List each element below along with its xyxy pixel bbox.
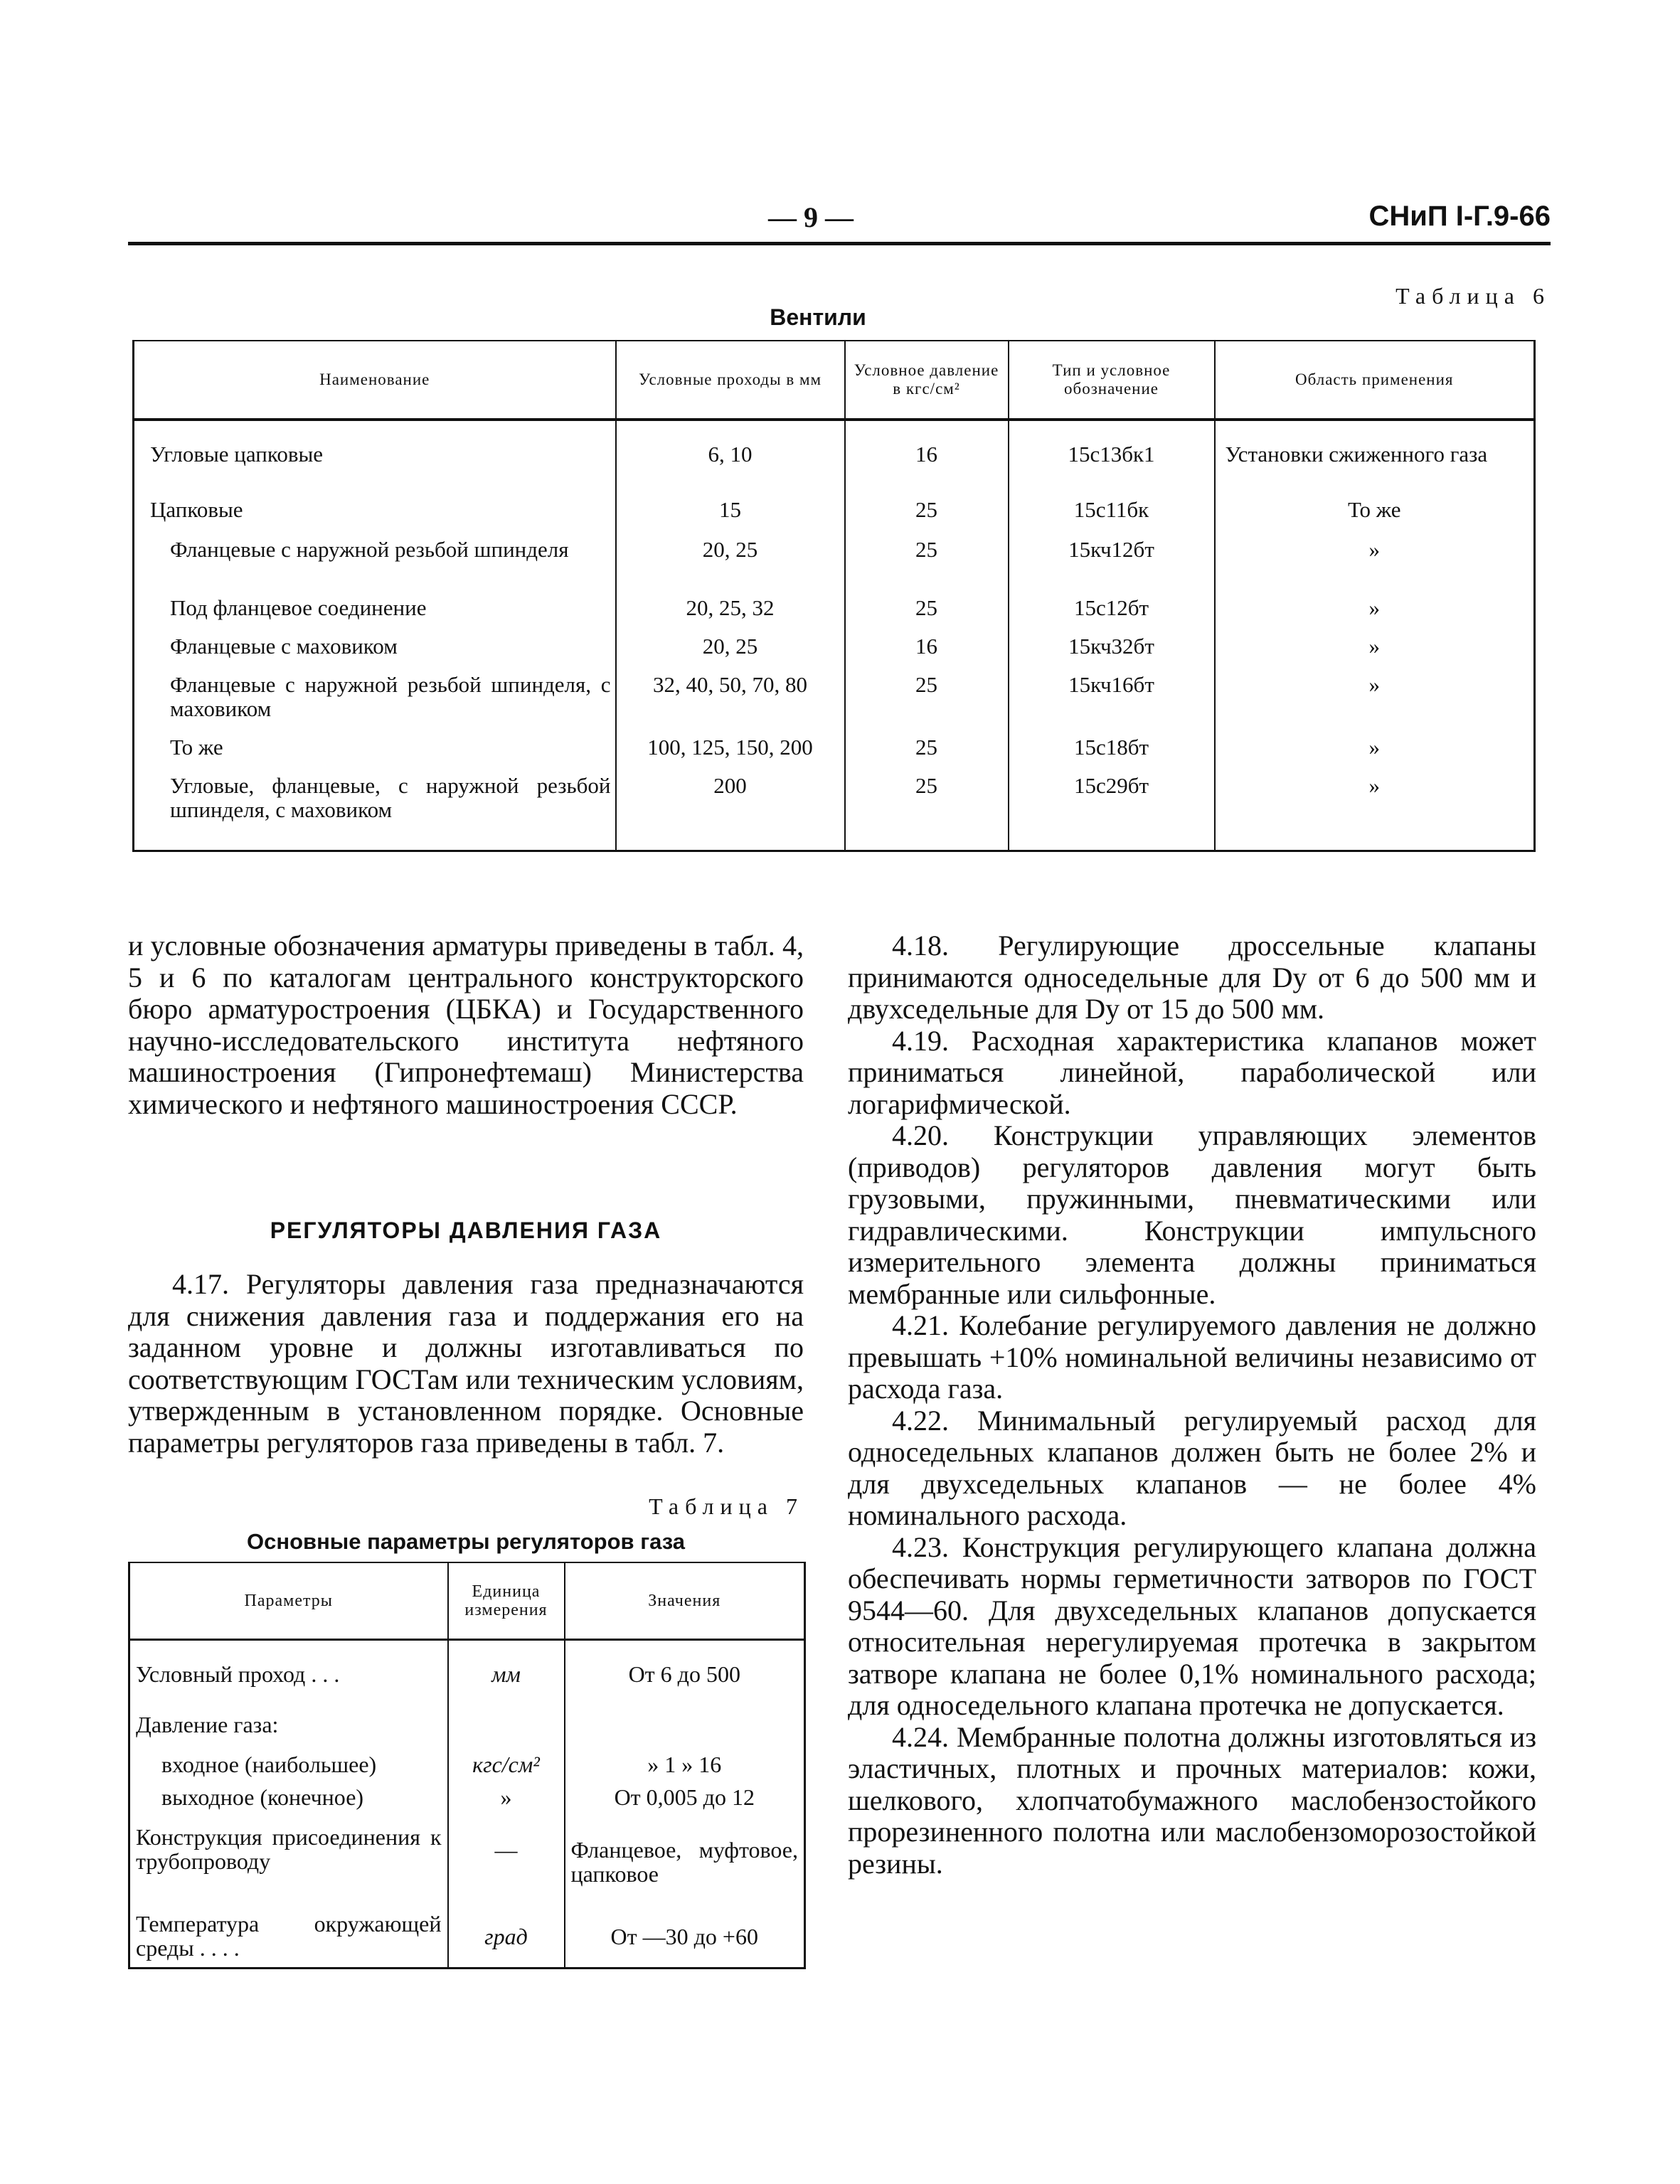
paragraph-4-23 <box>848 1532 1536 1722</box>
table6-cell-passages: 200 <box>616 774 845 851</box>
table6-cell-area: » <box>1215 774 1535 851</box>
paragraph-number: 4.17. <box>172 1268 229 1300</box>
table6-cell-type: 15с11бк <box>1009 482 1215 532</box>
table6-cell-area: » <box>1215 735 1535 774</box>
paragraph-4-20 <box>848 1120 1536 1310</box>
table6-cell-type: 15с29бт <box>1009 774 1215 851</box>
table6-cell-passages: 20, 25 <box>616 634 845 673</box>
paragraph-4-19 <box>848 1026 1536 1121</box>
paragraph-text: Колебание регулируемого давления не должно превышать +10% номинальной величины независимо от расхода газа. <box>848 1309 1537 1405</box>
table6-header-pressure: Условное давление в кгс/см² <box>845 341 1009 420</box>
table-row <box>134 420 1535 482</box>
table-row <box>134 774 1535 851</box>
table6-cell-pressure: 25 <box>845 673 1009 735</box>
table6-cell-area: » <box>1215 634 1535 673</box>
table6-header-area: Область применения <box>1215 341 1535 420</box>
table7-cell-param: выходное (конечное) <box>129 1779 448 1818</box>
paragraph-number: 4.24. <box>892 1720 949 1753</box>
table6 <box>132 340 1536 852</box>
paragraph-text: Конструкция регулирующего клапана должна обеспечивать нормы герметичности затворов по ГОСТ 9544—60. Для двухседельных клапанов допускается относительная нерегулируемая протечка в закрытом затворе клапана не более 0,1% номинального расхода; для односедельного клапана протечка не допускается. <box>848 1530 1537 1721</box>
table6-cell-type: 15кч32бт <box>1009 634 1215 673</box>
left-column-intro <box>128 930 804 1120</box>
table7-cell-value: Фланцевое, муфтовое, цапковое <box>565 1818 805 1900</box>
table6-cell-type: 15с13бк1 <box>1009 420 1215 482</box>
table7-header-row <box>129 1562 805 1640</box>
table7-cell-param: Температура окружающей среды . . . . <box>129 1900 448 1969</box>
table7 <box>128 1562 806 1969</box>
table7-header-value: Значения <box>565 1562 805 1640</box>
paragraph-text: Мембранные полотна должны изготовляться из эластичных, плотных и прочных материалов: кожи, шелкового, хлопчатобумажного маслобензостойкого прорезиненного полотна или маслобензоморозостойкой резины. <box>848 1720 1536 1880</box>
table6-cell-name: Фланцевые с маховиком <box>134 634 616 673</box>
table-row <box>129 1818 805 1900</box>
table6-cell-pressure: 25 <box>845 735 1009 774</box>
table-row <box>134 735 1535 774</box>
paragraph-text: Расходная характеристика клапанов может приниматься линейной, параболической или логарифмической. <box>848 1024 1536 1120</box>
table7-header-unit: Единица измерения <box>448 1562 565 1640</box>
paragraph-4-22 <box>848 1405 1536 1532</box>
table6-cell-name: Под фланцевое соединение <box>134 596 616 634</box>
paragraph-number: 4.18. <box>892 929 949 962</box>
table6-label: Таблица 6 <box>1395 283 1551 309</box>
table6-cell-pressure: 25 <box>845 482 1009 532</box>
paragraph-number: 4.21. <box>892 1309 949 1341</box>
table6-cell-name: Цапковые <box>134 482 616 532</box>
table7-cell-unit: мм <box>448 1640 565 1700</box>
table6-cell-name: Угловые цапковые <box>134 420 616 482</box>
table7-cell-value: От 6 до 500 <box>565 1640 805 1700</box>
table-row <box>134 532 1535 596</box>
page-number: — 9 — <box>768 201 854 233</box>
table7-cell-value: » 1 » 16 <box>565 1740 805 1779</box>
table-row <box>129 1900 805 1969</box>
paragraph-text: Регуляторы давления газа предназначаются для снижения давления газа и поддержания его на заданном уровне и должны изготавливаться по соответствующим ГОСТам или техническим условиям, утвержденным в установленном порядке. Основные параметры регуляторов газа приведены в табл. 7. <box>128 1268 804 1459</box>
table7-cell-value: От —30 до +60 <box>565 1900 805 1969</box>
table6-cell-passages: 20, 25, 32 <box>616 596 845 634</box>
table6-cell-passages: 6, 10 <box>616 420 845 482</box>
table7-cell-unit: кгс/см² <box>448 1740 565 1779</box>
table-row <box>129 1779 805 1818</box>
intro-paragraph: и условные обозначения арматуры приведены в табл. 4, 5 и 6 по каталогам центрального конструкторского бюро арматуростроения (ЦБКА) и Государственного научно-исследовательского института нефтяного машиностроения (Гипронефтемаш) Министерства химического и нефтяного машиностроения СССР. <box>128 929 804 1120</box>
paragraph-number: 4.22. <box>892 1404 949 1437</box>
section-title: РЕГУЛЯТОРЫ ДАВЛЕНИЯ ГАЗА <box>270 1218 662 1243</box>
right-column <box>848 930 1536 1880</box>
table6-header-passages: Условные проходы в мм <box>616 341 845 420</box>
table6-cell-area: » <box>1215 596 1535 634</box>
table-row <box>129 1640 805 1700</box>
table6-cell-passages: 15 <box>616 482 845 532</box>
table6-cell-area: То же <box>1215 482 1535 532</box>
table7-cell-unit: град <box>448 1900 565 1969</box>
table6-cell-name: Фланцевые с наружной резьбой шпинделя <box>134 532 616 596</box>
table6-title: Вентили <box>770 304 866 330</box>
table7-cell-unit: — <box>448 1818 565 1900</box>
table6-cell-name: Угловые, фланцевые, с наружной резьбой шпинделя, с маховиком <box>134 774 616 851</box>
table-row <box>129 1740 805 1779</box>
table-row <box>134 634 1535 673</box>
table6-header-type: Тип и условное обозначение <box>1009 341 1215 420</box>
table7-cell-param: Условный проход . . . <box>129 1640 448 1700</box>
table6-cell-passages: 100, 125, 150, 200 <box>616 735 845 774</box>
paragraph-number: 4.19. <box>892 1024 949 1057</box>
table6-header-name: Наименование <box>134 341 616 420</box>
table7-header-param: Параметры <box>129 1562 448 1640</box>
table7-cell-value <box>565 1700 805 1740</box>
table6-cell-type: 15с18бт <box>1009 735 1215 774</box>
document-code: СНиП I-Г.9-66 <box>1368 201 1551 232</box>
table7-cell-param: входное (наибольшее) <box>129 1740 448 1779</box>
table6-cell-pressure: 16 <box>845 420 1009 482</box>
table7-title: Основные параметры регуляторов газа <box>247 1529 685 1554</box>
paragraph-4-21 <box>848 1310 1536 1405</box>
table6-cell-type: 15кч16бт <box>1009 673 1215 735</box>
table-row <box>134 596 1535 634</box>
table6-cell-pressure: 25 <box>845 532 1009 596</box>
table7-cell-value: От 0,005 до 12 <box>565 1779 805 1818</box>
table-row <box>134 673 1535 735</box>
table6-cell-type: 15с12бт <box>1009 596 1215 634</box>
paragraph-text: Конструкции управляющих элементов (приводов) регуляторов давления могут быть грузовыми, пружинными, пневматическими или гидравлическими. Конструкции импульсного измерительного элемента должны приниматься мембранные или сильфонные. <box>848 1119 1536 1310</box>
table7-cell-unit: » <box>448 1779 565 1818</box>
paragraph-text: Минимальный регулируемый расход для односедельных клапанов должен быть не более 2% и для двухседельных клапанов — не более 4% номинального расхода. <box>848 1404 1536 1531</box>
paragraph-4-17 <box>128 1269 804 1459</box>
table-row <box>129 1700 805 1740</box>
paragraph-number: 4.20. <box>892 1119 949 1151</box>
table6-header-row <box>134 341 1535 420</box>
table7-cell-param: Конструкция присоединения к трубопроводу <box>129 1818 448 1900</box>
table6-cell-passages: 20, 25 <box>616 532 845 596</box>
table6-cell-type: 15кч12бт <box>1009 532 1215 596</box>
left-column-section <box>128 1269 804 1459</box>
header-rule <box>128 242 1551 245</box>
table6-cell-passages: 32, 40, 50, 70, 80 <box>616 673 845 735</box>
table6-cell-name: То же <box>134 735 616 774</box>
table6-cell-name: Фланцевые с наружной резьбой шпинделя, с маховиком <box>134 673 616 735</box>
paragraph-number: 4.23. <box>892 1530 949 1563</box>
table6-cell-area: » <box>1215 532 1535 596</box>
table-row <box>134 482 1535 532</box>
paragraph-4-24 <box>848 1722 1536 1880</box>
paragraph-text: Регулирующие дроссельные клапаны принимаются односедельные для Dу от 6 до 500 мм и двухседельные для Dу от 15 до 500 мм. <box>848 929 1536 1025</box>
table7-cell-unit <box>448 1700 565 1740</box>
table6-cell-area: Установки сжиженного газа <box>1215 420 1535 482</box>
table7-cell-param: Давление газа: <box>129 1700 448 1740</box>
paragraph-4-18 <box>848 930 1536 1026</box>
table7-label: Таблица 7 <box>649 1493 804 1519</box>
table6-cell-pressure: 25 <box>845 774 1009 851</box>
table6-cell-pressure: 16 <box>845 634 1009 673</box>
table6-cell-pressure: 25 <box>845 596 1009 634</box>
table6-cell-area: » <box>1215 673 1535 735</box>
